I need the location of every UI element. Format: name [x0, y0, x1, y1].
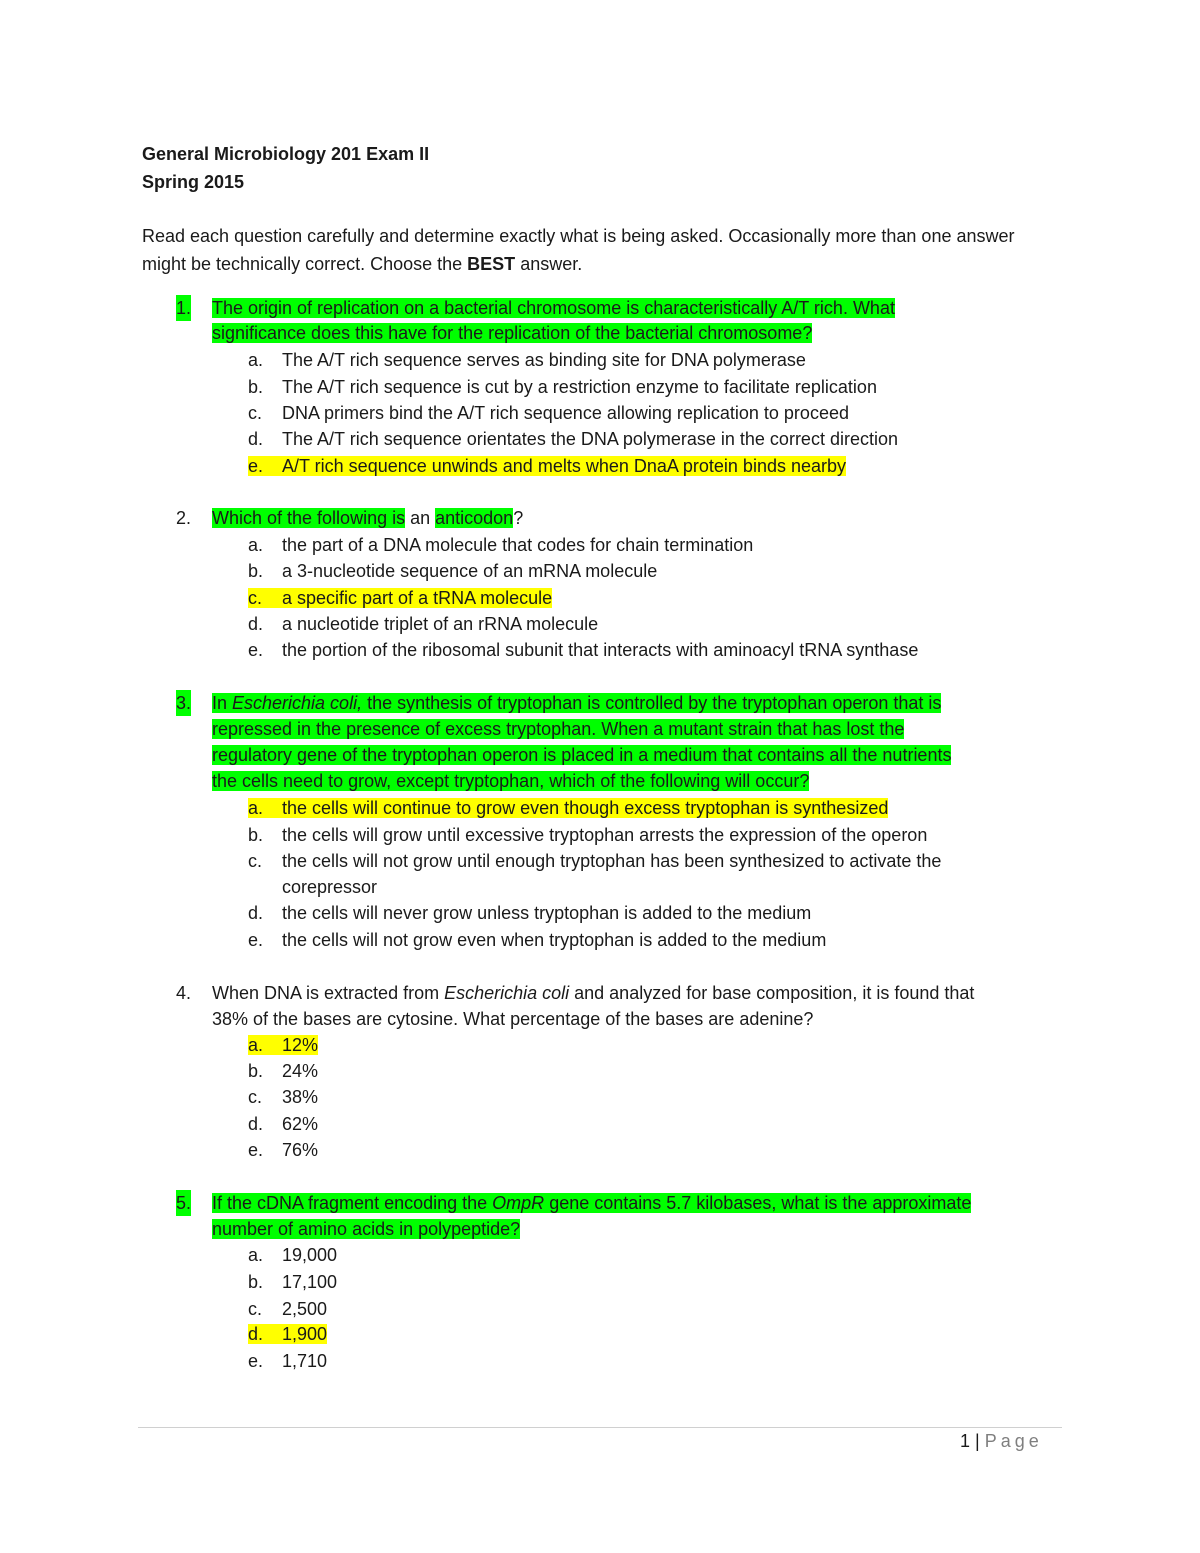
q5-option-c: c. 2,500 [248, 1299, 328, 1319]
q4-option-c: c. 38% [248, 1087, 319, 1107]
q5-option-d-correct: d. 1,900 [248, 1324, 328, 1344]
question-5-number: 5. [176, 1190, 191, 1216]
question-3-text-cont: the cells need to grow, except tryptophan, which of the following will occur? [212, 771, 810, 791]
q2-option-a: a. the part of a DNA molecule that codes for chain termination [248, 535, 754, 555]
q3-option-e: e. the cells will not grow even when tryptophan is added to the medium [248, 930, 827, 950]
exam-title: General Microbiology 201 Exam II [142, 144, 430, 164]
q1-option-c: c. DNA primers bind the A/T rich sequence allowing replication to proceed [248, 403, 849, 423]
question-3-text-cont: regulatory gene of the tryptophan operon is placed in a medium that contains all the nutrients [212, 745, 952, 765]
q4-option-b: b. 24% [248, 1061, 319, 1081]
question-3-text-cont: repressed in the presence of excess tryptophan. When a mutant strain that has lost the [212, 719, 905, 739]
question-5-text-cont: number of amino acids in polypeptide? [212, 1219, 521, 1239]
q1-option-a: a. The A/T rich sequence serves as binding site for DNA polymerase [248, 350, 806, 370]
question-2-number: 2. [176, 508, 192, 528]
question-4-text: When DNA is extracted from Escherichia coli and analyzed for base composition, it is found that [212, 983, 975, 1003]
question-4-text-cont: 38% of the bases are cytosine. What percentage of the bases are adenine? [212, 1009, 814, 1029]
instructions: Read each question carefully and determine exactly what is being asked. Occasionally more than one answer might be technically correct. Choose the BEST answer. [142, 226, 1015, 274]
q4-option-e: e. 76% [248, 1140, 319, 1160]
question-2-text: Which of the following is an anticodon? [212, 508, 524, 528]
q3-option-c: c. the cells will not grow until enough tryptophan has been synthesized to activate the [248, 851, 942, 871]
q3-option-c-cont: corepressor [282, 877, 378, 897]
q4-option-d: d. 62% [248, 1114, 319, 1134]
question-5-text: If the cDNA fragment encoding the OmpR gene contains 5.7 kilobases, what is the approximate [212, 1193, 972, 1213]
footer-separator: | [970, 1431, 985, 1451]
q5-option-e: e. 1,710 [248, 1351, 328, 1371]
page-label: Page [984, 1431, 1043, 1451]
q3-option-a-correct: a. the cells will continue to grow even though excess tryptophan is synthesized [248, 798, 889, 818]
q1-option-d: d. The A/T rich sequence orientates the DNA polymerase in the correct direction [248, 429, 898, 449]
exam-term: Spring 2015 [142, 172, 245, 192]
page-footer [960, 1431, 1043, 1452]
q2-option-d: d. a nucleotide triplet of an rRNA molecule [248, 614, 599, 634]
q1-option-e-correct: e. A/T rich sequence unwinds and melts when DnaA protein binds nearby [248, 456, 847, 476]
footer-divider [138, 1427, 1062, 1428]
q2-option-b: b. a 3-nucleotide sequence of an mRNA molecule [248, 561, 658, 581]
question-3-number: 3. [176, 690, 191, 716]
q2-option-e: e. the portion of the ribosomal subunit that interacts with aminoacyl tRNA synthase [248, 640, 919, 660]
question-1-text-cont: significance does this have for the replication of the bacterial chromosome? [212, 323, 813, 343]
q5-option-a: a. 19,000 [248, 1245, 338, 1265]
question-1-number: 1. [176, 295, 191, 321]
q3-option-b: b. the cells will grow until excessive tryptophan arrests the expression of the operon [248, 825, 928, 845]
q3-option-d: d. the cells will never grow unless tryptophan is added to the medium [248, 903, 812, 923]
page-number: 1 [960, 1431, 971, 1451]
q1-option-b: b. The A/T rich sequence is cut by a restriction enzyme to facilitate replication [248, 377, 877, 397]
q5-option-b: b. 17,100 [248, 1272, 338, 1292]
question-3-text: In Escherichia coli, the synthesis of tryptophan is controlled by the tryptophan operon that is [212, 693, 942, 713]
question-1-text: The origin of replication on a bacterial chromosome is characteristically A/T rich. What [212, 298, 895, 318]
q2-option-c-correct: c. a specific part of a tRNA molecule [248, 588, 553, 608]
q4-option-a-correct: a. 12% [248, 1035, 319, 1055]
question-4-number: 4. [176, 983, 192, 1003]
